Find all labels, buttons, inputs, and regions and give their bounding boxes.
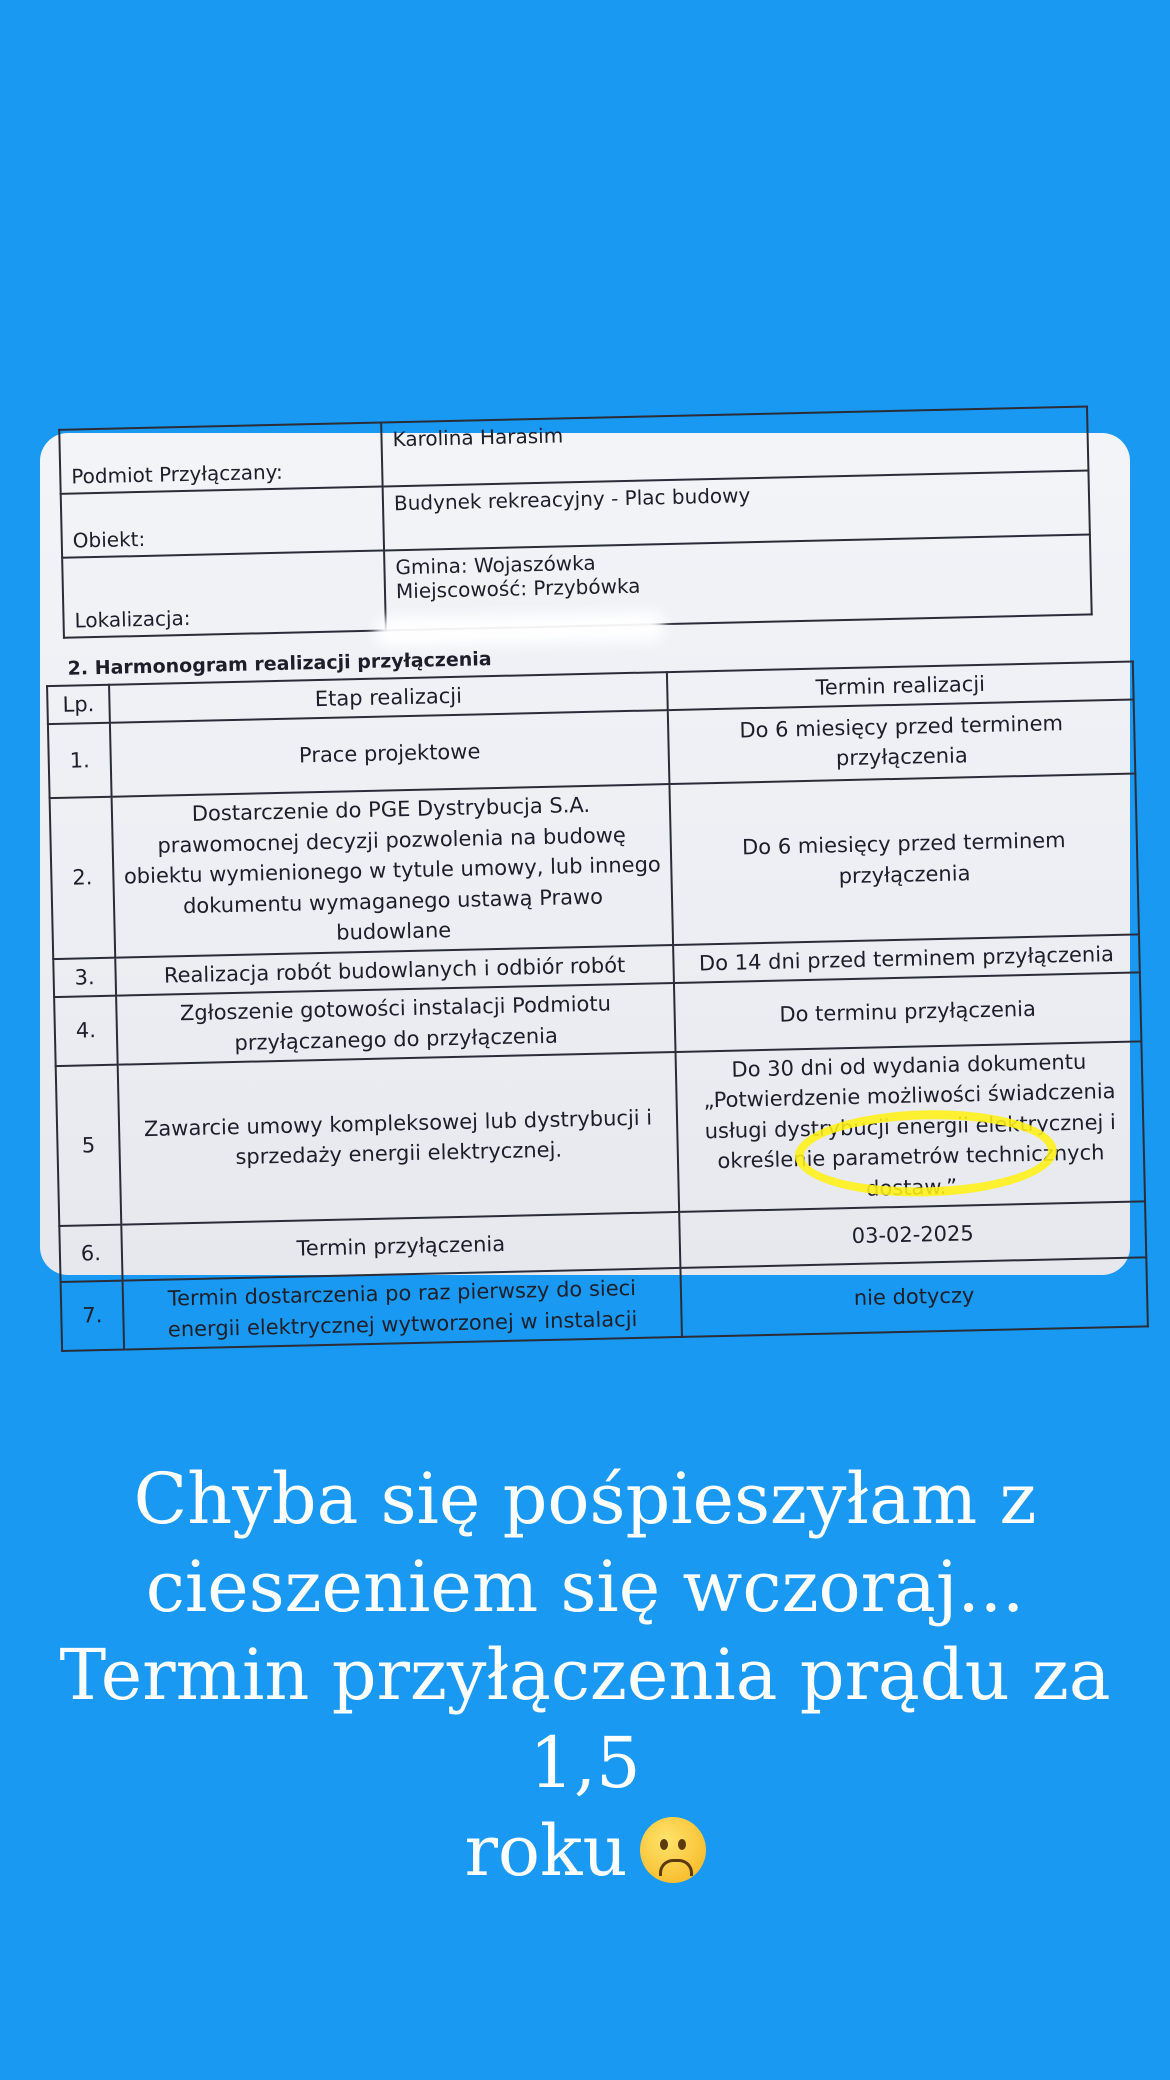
gmina-line: Gmina: Wojaszówka bbox=[395, 550, 596, 580]
frowning-face-icon bbox=[640, 1817, 706, 1883]
info-label: Obiekt: bbox=[61, 486, 384, 557]
row-etap: Dostarczenie do PGE Dystrybucja S.A. prawomocnej decyzji pozwolenia na budowę obiektu wymienionego w tytule umowy, lub innego dokumentu wymaganego ustawą Prawo budowlane bbox=[112, 785, 673, 958]
info-value: Karolina Harasim bbox=[381, 406, 1088, 486]
row-lp: 2. bbox=[50, 797, 116, 959]
caption-line: cieszeniem się wczoraj... bbox=[145, 1546, 1025, 1628]
row-termin: Do 14 dni przed terminem przyłączenia bbox=[673, 934, 1140, 983]
row-termin: Do 6 miesięcy przed terminem przyłączenia bbox=[668, 700, 1136, 785]
row-etap: Realizacja robót budowlanych i odbiór robót bbox=[115, 945, 674, 996]
caption-line: roku bbox=[464, 1810, 628, 1892]
caption-line: Chyba się pośpieszyłam z bbox=[133, 1458, 1037, 1540]
row-etap: Zgłoszenie gotowości instalacji Podmiotu przyłączanego do przyłączenia bbox=[116, 983, 675, 1065]
column-header-termin: Termin realizacji bbox=[667, 662, 1134, 711]
redaction-blur bbox=[375, 611, 666, 648]
caption-line: Termin przyłączenia prądu za 1,5 bbox=[59, 1634, 1111, 1804]
miejscowosc-line: Miejscowość: Przybówka bbox=[395, 573, 641, 604]
connection-date: 03-02-2025 bbox=[679, 1202, 1146, 1269]
section-title: 2. Harmonogram realizacji przyłączenia bbox=[67, 648, 492, 680]
column-header-etap: Etap realizacji bbox=[109, 672, 668, 723]
document-page bbox=[31, 421, 1140, 1342]
row-etap: Termin dostarczenia po raz pierwszy do sieci energii elektrycznej wytworzonej w instalacji bbox=[123, 1268, 682, 1350]
row-lp: 7. bbox=[61, 1281, 125, 1351]
info-label: Lokalizacja: bbox=[62, 550, 386, 637]
caption-line-last bbox=[40, 1807, 1130, 1895]
schedule-table bbox=[46, 661, 1149, 1353]
row-termin: Do terminu przyłączenia bbox=[674, 973, 1141, 1052]
row-lp: 6. bbox=[59, 1225, 122, 1282]
row-etap: Termin przyłączenia bbox=[121, 1212, 680, 1281]
row-lp: 5 bbox=[56, 1065, 122, 1227]
row-termin: nie dotyczy bbox=[680, 1257, 1147, 1336]
info-table bbox=[58, 405, 1092, 638]
row-lp: 4. bbox=[54, 996, 118, 1066]
row-etap: Zawarcie umowy kompleksowej lub dystrybucji i sprzedaży energii elektrycznej. bbox=[118, 1052, 679, 1225]
row-termin: Do 6 miesięcy przed terminem przyłączenia bbox=[669, 774, 1139, 945]
story-caption bbox=[40, 1455, 1130, 1895]
row-etap: Prace projektowe bbox=[110, 711, 670, 798]
document-photo bbox=[40, 423, 1130, 1342]
table-row bbox=[50, 774, 1139, 959]
row-termin: Do 30 dni od wydania dokumentu „Potwierdzenie możliwości świadczenia usługi dystrybucji energii elektrycznej i określenie parametrów technicznych dostaw.” bbox=[676, 1041, 1146, 1212]
info-value: Budynek rekreacyjny - Plac budowy bbox=[383, 470, 1090, 550]
column-header-lp: Lp. bbox=[47, 685, 110, 725]
info-label: Podmiot Przyłączany: bbox=[59, 423, 382, 494]
row-lp: 3. bbox=[53, 957, 116, 997]
row-lp: 1. bbox=[48, 723, 112, 798]
